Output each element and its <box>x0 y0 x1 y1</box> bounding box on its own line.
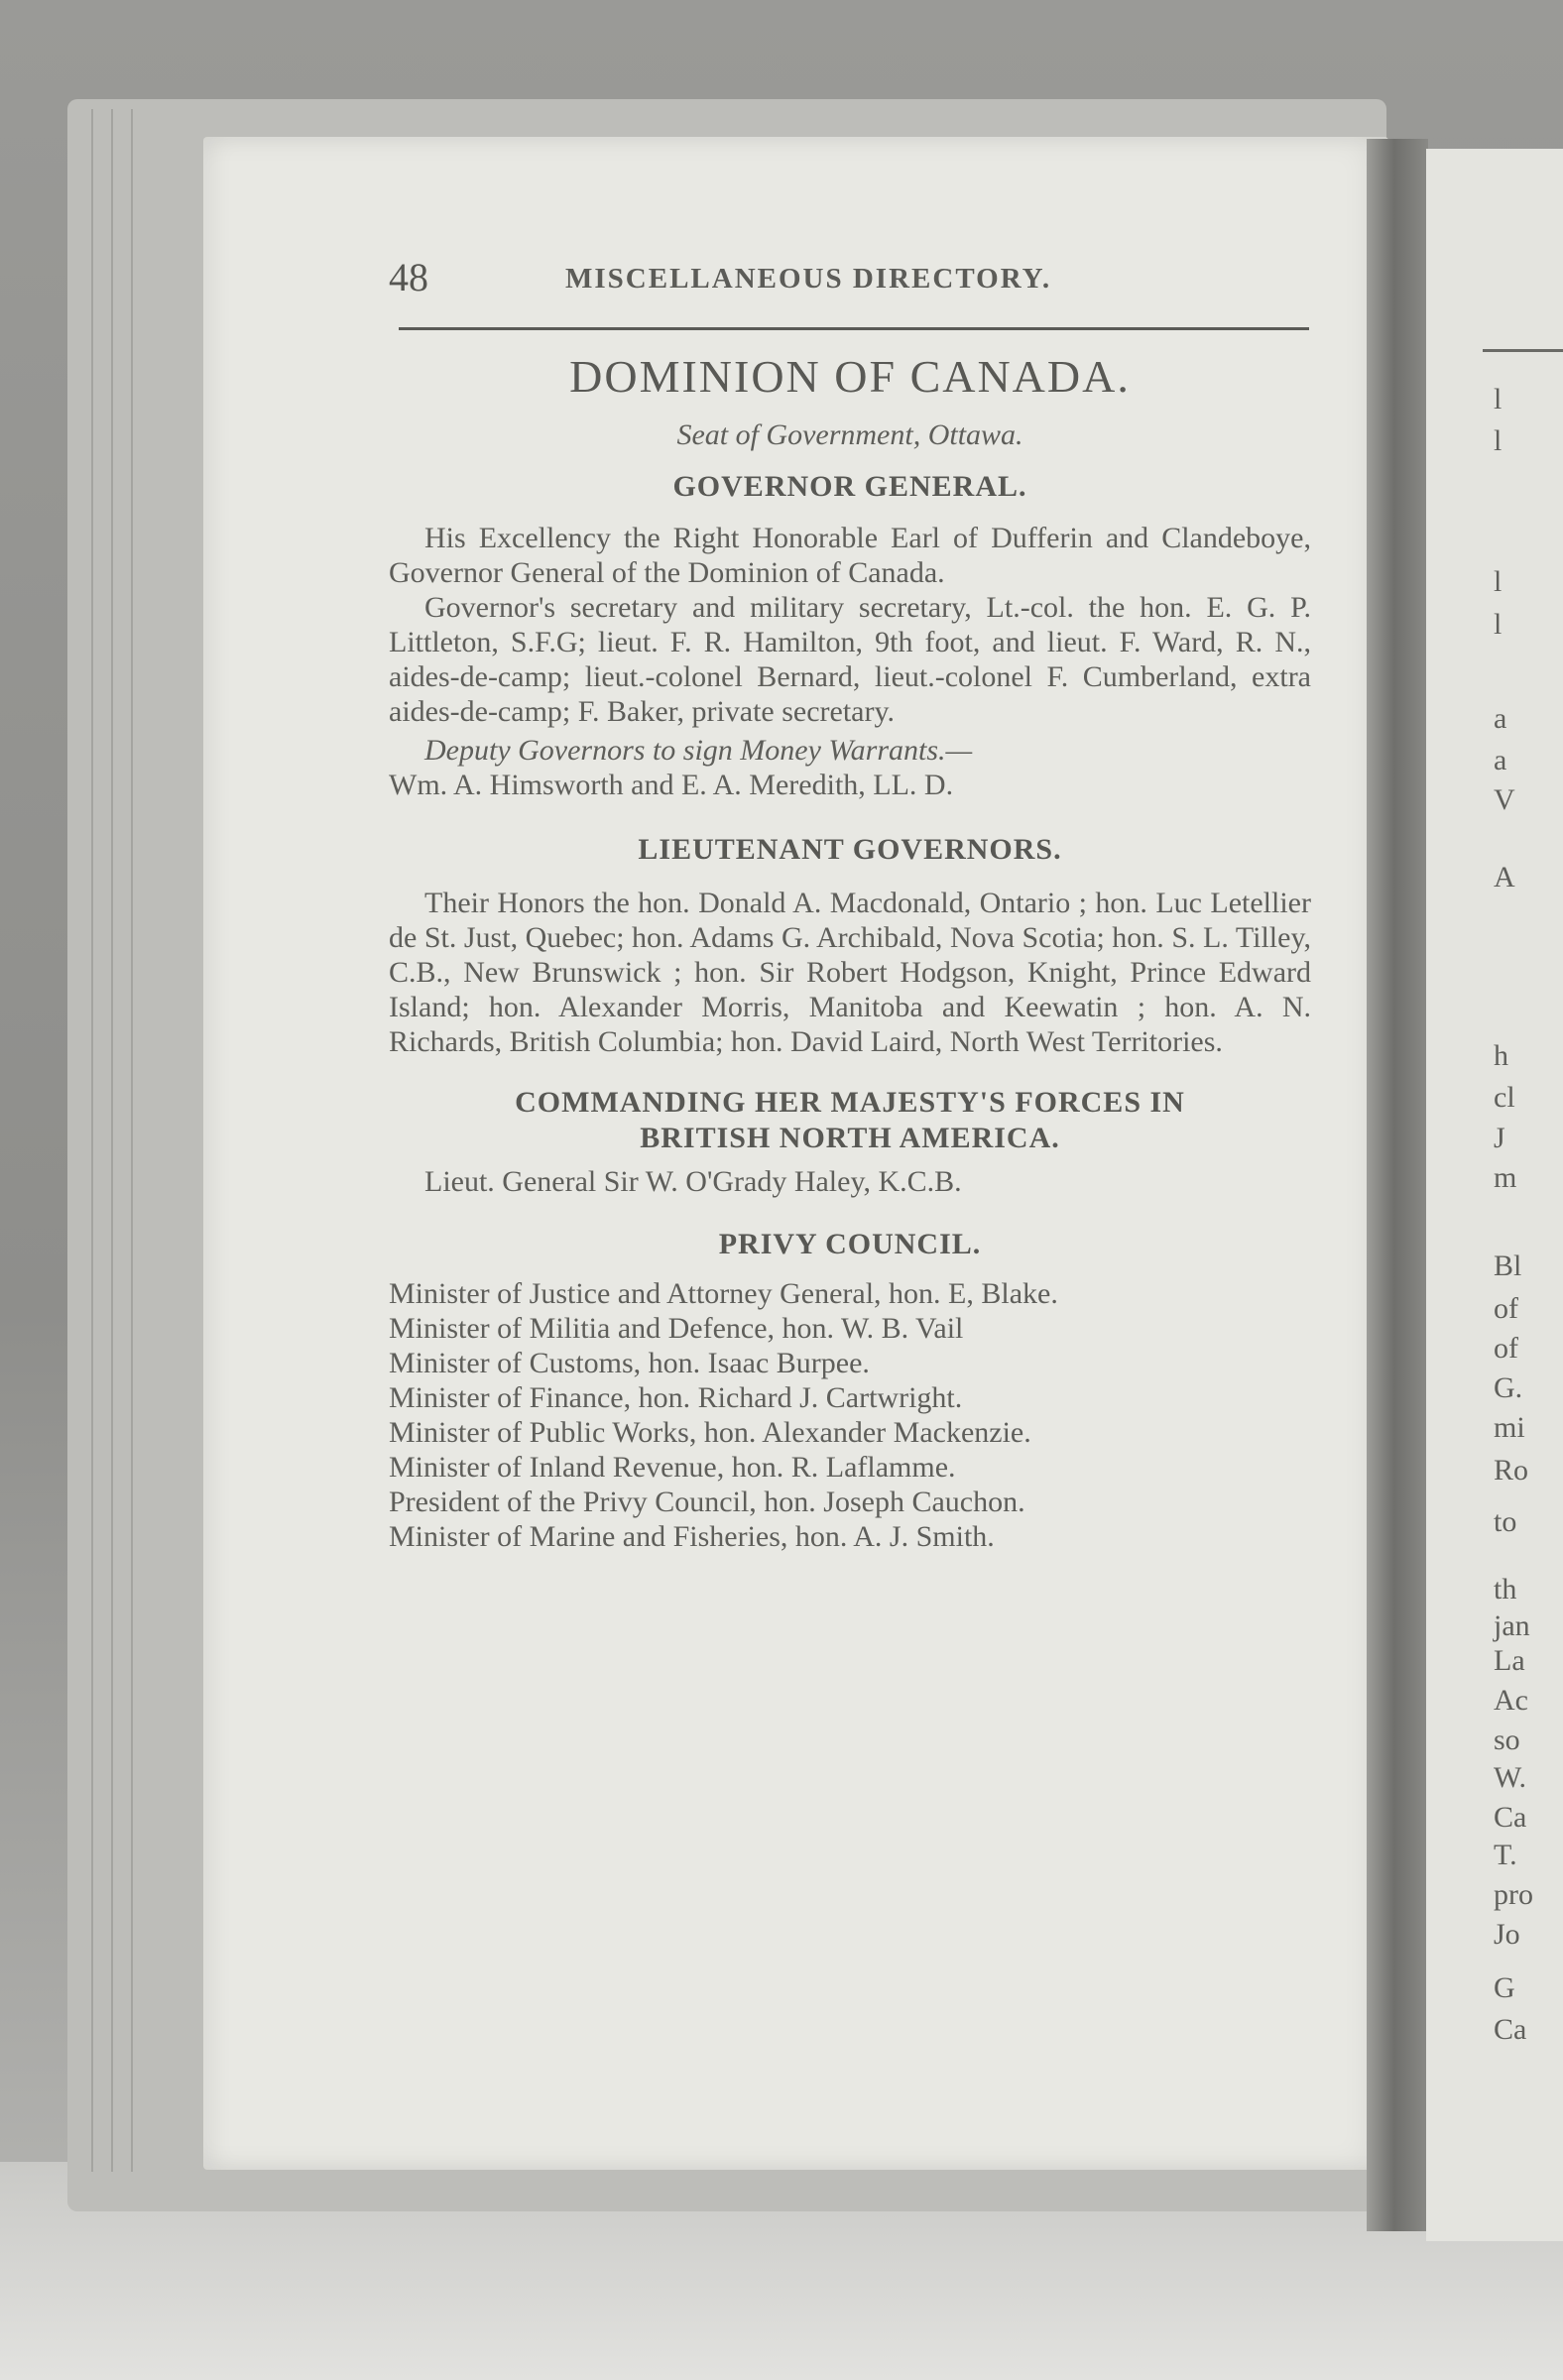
section-heading-governor-general: GOVERNOR GENERAL. <box>672 470 1027 503</box>
facing-page-rule <box>1483 349 1563 352</box>
facing-page-fragment: m <box>1494 1161 1517 1194</box>
facing-page-fragment: to <box>1494 1505 1517 1538</box>
facing-page-fragment: of <box>1494 1292 1518 1325</box>
facing-page-fragment: Jo <box>1494 1918 1520 1951</box>
facing-page-fragment: V <box>1494 783 1515 816</box>
section-heading-forces-line2: BRITISH NORTH AMERICA. <box>640 1122 1060 1154</box>
facing-page-fragment: so <box>1494 1724 1520 1756</box>
privy-council-entry: Minister of Customs, hon. Isaac Burpee. <box>389 1347 870 1379</box>
running-title: MISCELLANEOUS DIRECTORY. <box>565 263 1052 295</box>
privy-council-entry: President of the Privy Council, hon. Joseph Cauchon. <box>389 1486 1025 1518</box>
facing-page-fragment: jan <box>1494 1609 1530 1642</box>
privy-council-entry: Minister of Justice and Attorney General, hon. E, Blake. <box>389 1277 1058 1310</box>
facing-page-fragment: W. <box>1494 1761 1527 1794</box>
facing-page-fragment: h <box>1494 1039 1508 1072</box>
page-content <box>389 256 1311 1554</box>
facing-page-fragment: J <box>1494 1122 1505 1154</box>
facing-page-fragment: th <box>1494 1573 1517 1606</box>
page-edge-line <box>91 109 93 2172</box>
page-edge-line <box>111 109 113 2172</box>
subtitle: Seat of Government, Ottawa. <box>676 418 1023 451</box>
governor-general-paragraph: His Excellency the Right Honorable Earl of Dufferin and Clandeboye, Governor General of the Dominion of Canada. <box>389 522 1311 589</box>
privy-council-entry: Minister of Marine and Fisheries, hon. A. J. Smith. <box>389 1520 995 1553</box>
privy-council-entry: Minister of Finance, hon. Richard J. Cartwright. <box>389 1381 963 1414</box>
page-header <box>389 256 1311 299</box>
facing-page-fragment: cl <box>1494 1081 1515 1114</box>
facing-page-fragment: Bl <box>1494 1250 1522 1282</box>
main-title: DOMINION OF CANADA. <box>569 351 1131 402</box>
privy-council-entry: Minister of Public Works, hon. Alexander Mackenzie. <box>389 1416 1031 1449</box>
deputy-governors-names: Wm. A. Himsworth and E. A. Meredith, LL. D. <box>389 769 954 801</box>
facing-page-fragment: l <box>1494 383 1503 416</box>
facing-page-fragment: T. <box>1494 1839 1517 1871</box>
lieutenant-governors-paragraph: Their Honors the hon. Donald A. Macdonald, Ontario ; hon. Luc Letellier de St. Just, Quebec; hon. Adams G. Archibald, Nova Scotia; hon. S. L. Tilley, C.B., New Brunswick ; hon. Sir Robert Hodgson, Knight, Prince Edward Island; hon. Alexander Morris, Manitoba and Keewatin ; hon. A. N. Richards, British Columbia; hon. David Laird, North West Territories. <box>389 887 1311 1058</box>
privy-council-entry: Minister of Inland Revenue, hon. R. Laflamme. <box>389 1451 956 1484</box>
book-gutter <box>1367 139 1428 2231</box>
forces-paragraph: Lieut. General Sir W. O'Grady Haley, K.C.B. <box>424 1165 962 1198</box>
facing-page-fragment: A <box>1494 861 1515 893</box>
facing-page-fragment: l <box>1494 608 1503 641</box>
facing-page-fragment: G <box>1494 1971 1515 2004</box>
privy-council-list <box>389 1276 1311 1554</box>
page-edge-line <box>131 109 133 2172</box>
facing-page-fragment: Ca <box>1494 1801 1527 1834</box>
section-heading-privy-council: PRIVY COUNCIL. <box>718 1228 982 1260</box>
section-heading-lieutenant-governors: LIEUTENANT GOVERNORS. <box>638 833 1062 866</box>
facing-page-fragment: l <box>1494 424 1503 457</box>
facing-page-fragment: G. <box>1494 1371 1523 1404</box>
facing-page-fragment: mi <box>1494 1411 1525 1444</box>
page-number: 48 <box>389 255 428 299</box>
secretaries-paragraph: Governor's secretary and military secretary, Lt.-col. the hon. E. G. P. Littleton, S.F.G; lieut. F. R. Hamilton, 9th foot, and lieut. F. Ward, R. N., aides-de-camp; lieut.-colonel Bernard, lieut.-colonel F. Cumberland, extra aides-de-camp; F. Baker, private secretary. <box>389 591 1311 728</box>
section-heading-forces-line1: COMMANDING HER MAJESTY'S FORCES IN <box>515 1086 1185 1119</box>
deputy-governors-label: Deputy Governors to sign Money Warrants.— <box>424 734 973 767</box>
header-rule <box>399 327 1309 330</box>
facing-page-fragment: l <box>1494 565 1503 598</box>
facing-page-fragment: a <box>1494 702 1507 735</box>
facing-page-fragment: pro <box>1494 1878 1533 1911</box>
facing-page-fragment: of <box>1494 1332 1518 1365</box>
facing-page-fragment: Ro <box>1494 1454 1529 1487</box>
facing-page-fragment: Ca <box>1494 2013 1527 2046</box>
facing-page-fragment: La <box>1494 1644 1525 1677</box>
facing-page-fragment: Ac <box>1494 1684 1528 1717</box>
privy-council-entry: Minister of Militia and Defence, hon. W. B. Vail <box>389 1312 964 1345</box>
facing-page-fragment: a <box>1494 744 1507 776</box>
